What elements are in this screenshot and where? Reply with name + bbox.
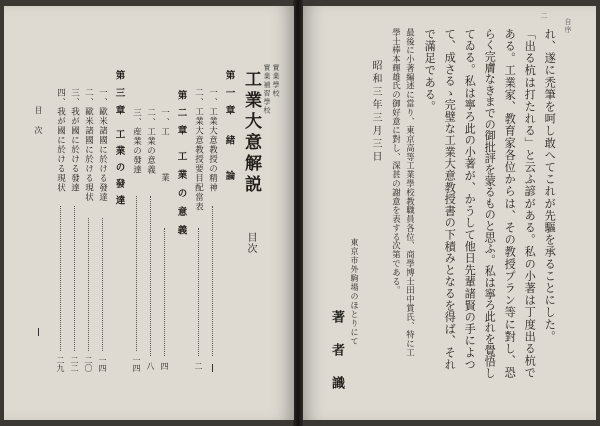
dot-leader	[150, 196, 151, 356]
running-header-page-number: 二	[540, 12, 548, 20]
dot-leader	[102, 218, 103, 351]
toc-page-number: 二〇	[84, 356, 93, 372]
series-note: 實業學校	[272, 64, 280, 98]
toc-entry: 二、歐米諸國に於ける現状	[83, 88, 94, 202]
page-number-dash-icon	[212, 364, 213, 372]
chapter-heading	[176, 90, 186, 243]
table-of-contents-page	[4, 6, 294, 420]
toc-entry: 三、我が國に於ける發達	[69, 88, 80, 193]
book-gutter	[293, 0, 303, 426]
toc-entry: 一、工業	[159, 108, 170, 182]
dot-leader	[136, 196, 137, 351]
preface-place: 東京市外駒場のほとりにて	[350, 238, 359, 346]
chapter-title: 工業の發達	[113, 128, 125, 211]
dot-leader	[164, 228, 165, 356]
toc-page-number: 二九	[56, 356, 65, 372]
contents-heading: 目次	[245, 232, 256, 254]
dot-leader	[198, 228, 199, 356]
chapter-number: 第三章	[113, 70, 125, 123]
chapter-title: 工業の意義	[175, 150, 187, 243]
toc-page-number: 一四	[98, 356, 107, 372]
preface-page	[302, 6, 596, 420]
toc-page-number: 八	[146, 362, 155, 370]
toc-entry: 一、工業大意教授の精神	[207, 88, 218, 193]
preface-date: 昭和三年三月三日	[370, 60, 381, 164]
chapter-number: 第二章	[175, 90, 187, 143]
toc-page-number: 四	[160, 362, 169, 370]
toc-entry: 四、我が國に於ける現状	[55, 88, 66, 193]
series-note: 實業補習學校	[263, 64, 271, 115]
preface-line: て、成さるゝ完璧な工業大意教授書の下積みとなるを得ば、それ	[443, 28, 457, 371]
dot-leader	[60, 206, 61, 351]
chapter-heading	[114, 70, 124, 211]
dot-leader	[74, 206, 75, 351]
preface-line: で滿足である。	[423, 28, 437, 113]
preface-line: 「出る杭は打たれる」と云ふ諺がある。私の小著は丁度出る杭で	[523, 28, 537, 379]
toc-page-number: 二二	[70, 356, 79, 372]
preface-line: ある。工業家、教育家各位からは、その教授プラン等に對し、恐	[503, 28, 517, 379]
page-number-dash-icon	[38, 328, 39, 336]
chapter-heading	[224, 70, 234, 206]
page-margin-mark-2: 次	[34, 126, 43, 138]
toc-entry: 三、産業の發達	[131, 108, 142, 175]
book-title: 工業大意解説	[241, 70, 261, 196]
preface-line: れ、遂に禿筆を呵し敢へてこれが先驅を承ることにした。	[543, 28, 557, 343]
page-margin-mark: 目	[34, 106, 43, 118]
acknowledgement-line: 最後に小著編述に當り、東京高等工業學校教職員各位、商學博士田中賞氏、特に工	[405, 28, 416, 357]
toc-page-number: 一四	[132, 356, 141, 372]
preface-line: らく完膚なきまでの御批評を蒙るものと思ふ。私は寧ろ此れを覺悟し	[483, 28, 497, 379]
toc-entry: 二、工業の意義	[145, 108, 156, 175]
toc-entry: 二、工業大意教授要目配當表	[193, 88, 204, 212]
running-header-title: 自序	[564, 18, 572, 34]
toc-page-number: 二	[194, 362, 203, 370]
chapter-title: 緒論	[223, 134, 235, 206]
dot-leader	[88, 218, 89, 351]
toc-entry: 一、歐米諸國に於ける發達	[97, 88, 108, 202]
acknowledgement-line: 學士棒本輝雄氏の御好意に對し、深甚の謝意を表する次第である。	[391, 28, 402, 295]
chapter-number: 第一章	[223, 70, 235, 123]
preface-author-signature: 著者識	[329, 310, 344, 409]
dot-leader	[212, 206, 213, 356]
preface-line: てゐる。私は寧ろ此の小著が、かうして他日先輩諸賢の手によつ	[463, 28, 477, 371]
